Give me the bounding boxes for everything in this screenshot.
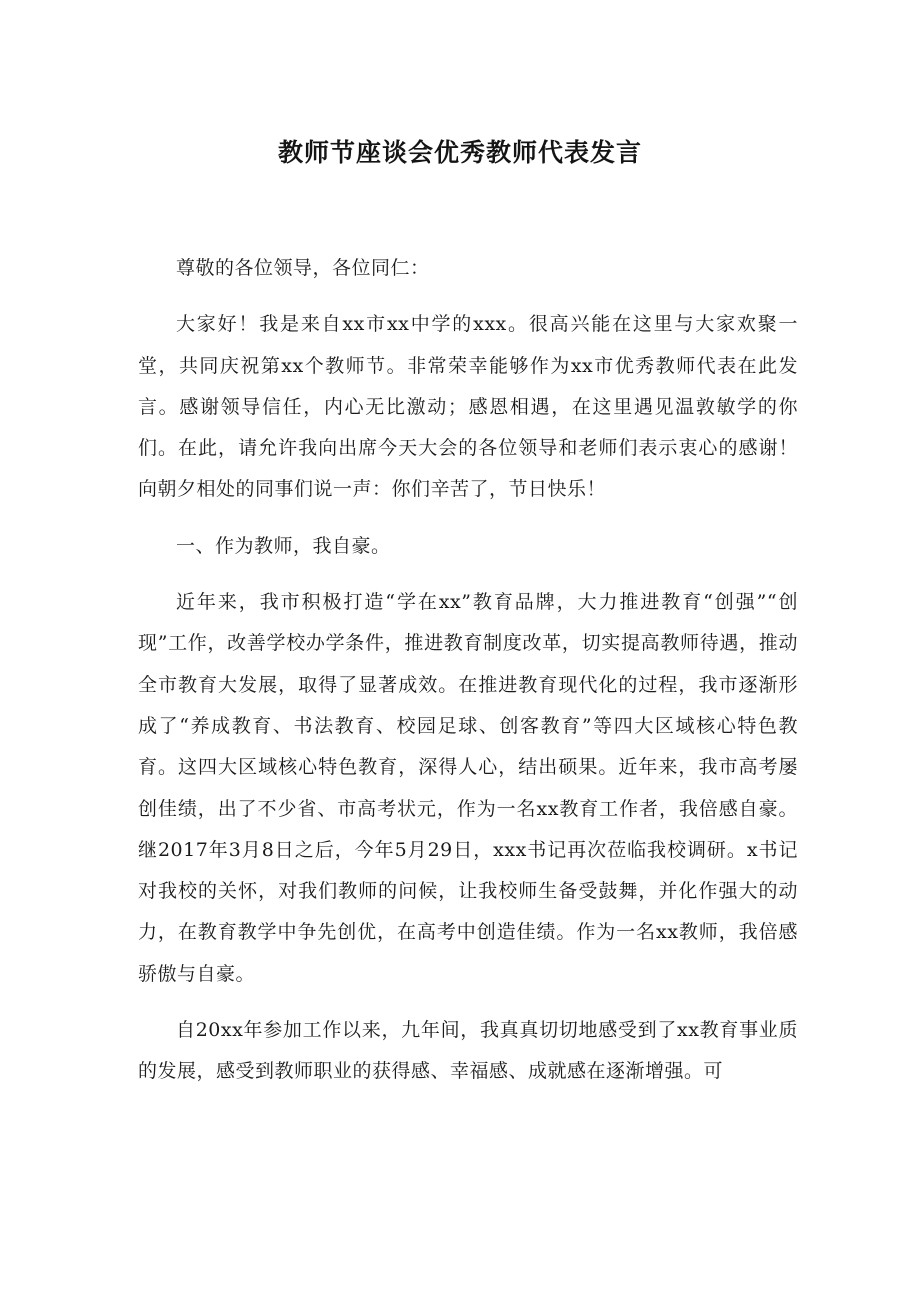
body-paragraph: 近年来，我市积极打造“学在xx”教育品牌，大力推进教育“创强”“创现”工作，改善学校办学条件，推进教育制度改革，切实提高教师待遇，推动全市教育大发展，取得了显著成效。在推进教育现代化的过程，我市逐渐形成了“养成教育、书法教育、校园足球、创客教育”等四大区域核心特色教育。这四大区域核心特色教育，深得人心，结出硕果。近年来，我市高考屡创佳绩，出了不少省、市高考状元，作为一名xx教育工作者，我倍感自豪。继2017年3月8日之后，今年5月29日，xxx书记再次莅临我校调研。x书记对我校的关怀，对我们教师的问候，让我校师生备受鼓舞，并化作强大的动力，在教育教学中争先创优，在高考中创造佳绩。作为一名xx教师，我倍感骄傲与自豪。 [138,591,798,985]
body-paragraph: 自20xx年参加工作以来，九年间，我真真切切地感受到了xx教育事业质的发展，感受到教师职业的获得感、幸福感、成就感在逐渐增强。可 [138,1019,798,1083]
section-heading: 一、作为教师，我自豪。 [176,534,391,557]
salutation-paragraph: 尊敬的各位领导，各位同仁： [176,257,430,279]
greeting-paragraph: 大家好！我是来自xx市xx中学的xxx。很高兴能在这里与大家欢聚一堂，共同庆祝第xx个教师节。非常荣幸能够作为xx市优秀教师代表在此发言。感谢领导信任，内心无比激动；感恩相遇，在这里遇见温敦敏学的你们。在此，请允许我向出席今天大会的各位领导和老师们表示衷心的感谢！向朝夕相处的同事们说一声：你们辛苦了，节日快乐！ [138,313,798,501]
document-body [138,248,798,1093]
document-title: 教师节座谈会优秀教师代表发言 [277,138,642,167]
